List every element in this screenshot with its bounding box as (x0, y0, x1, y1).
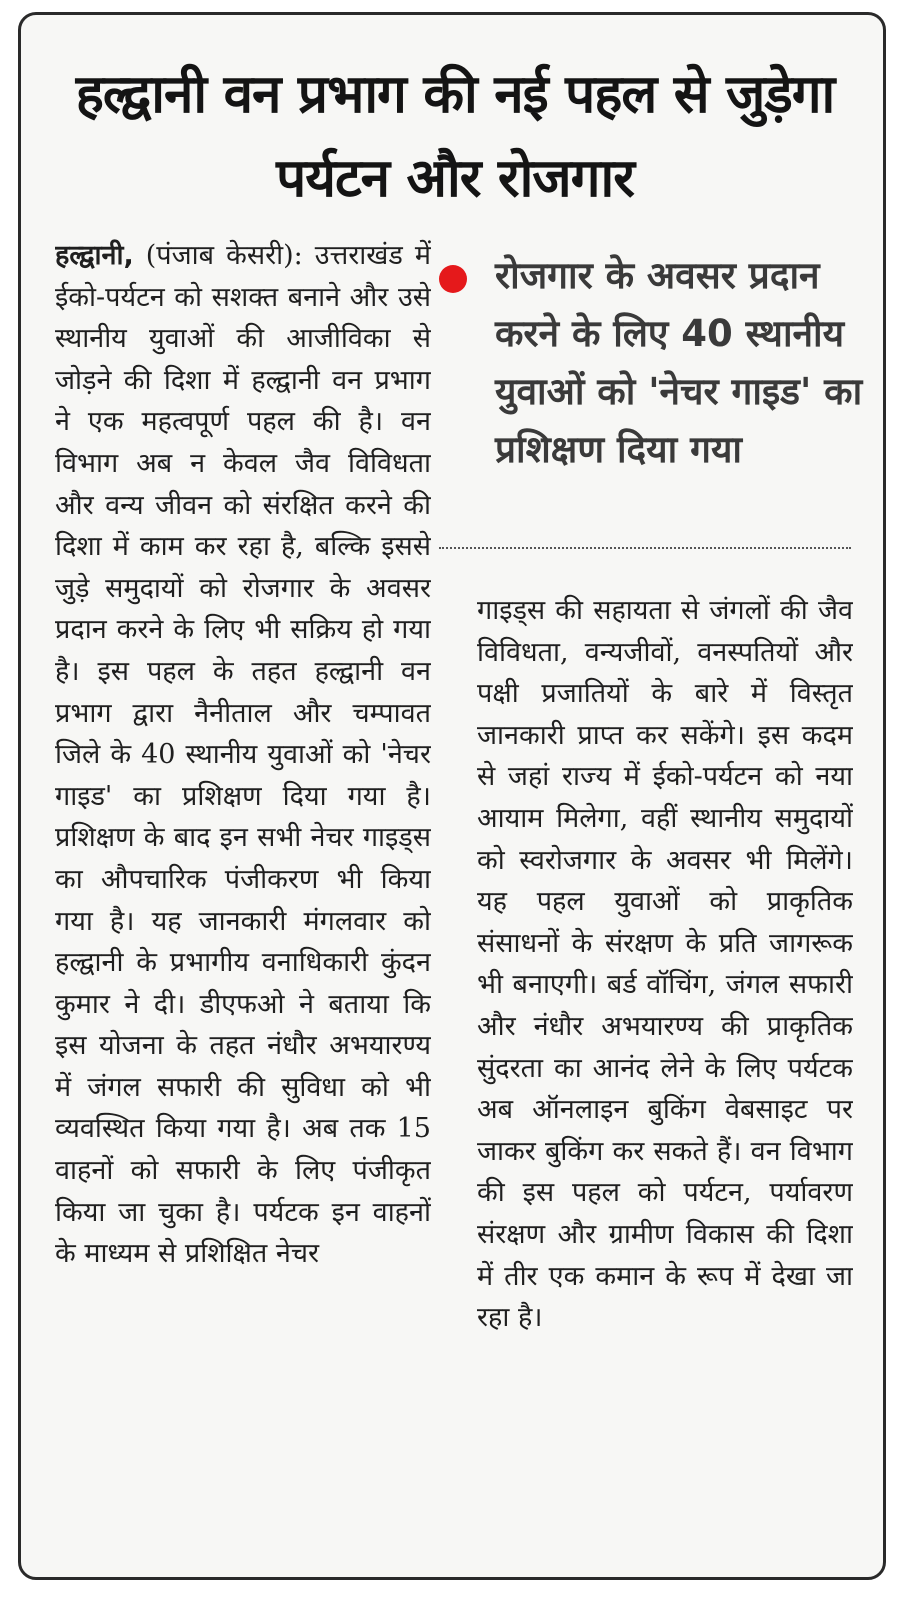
article-body-left (55, 235, 431, 1565)
bullet-dot-icon (439, 265, 467, 293)
source-credit: (पंजाब केसरी): (145, 240, 303, 271)
news-clipping (18, 12, 886, 1580)
dateline: हल्द्वानी, (55, 240, 134, 271)
headline: हल्द्वानी वन प्रभाग की नई पहल से जुड़ेगा पर्यटन और रोजगार (75, 64, 835, 209)
body-text-right: गाइड्स की सहायता से जंगलों की जैव विविधता, वन्यजीवों, वनस्पतियों और पक्षी प्रजातियों के बारे में विस्तृत जानकारी प्राप्त कर सकेंगे। इस कदम से जहां राज्य में ईको-पर्यटन को नया आयाम मिलेगा, वहीं स्थानीय समुदायों को स्वरोजगार के अवसर भी मिलेंगे। यह पहल युवाओं को प्राकृतिक संसाधनों के संरक्षण के प्रति जागरूक भी बनाएगी। बर्ड वॉचिंग, जंगल सफारी और नंधौर अभयारण्य की प्राकृतिक सुंदरता का आनंद लेने के लिए पर्यटक अब ऑनलाइन बुकिंग वेबसाइट पर जाकर बुकिंग कर सकते हैं। वन विभाग की इस पहल को पर्यटन, पर्यावरण संरक्षण और ग्रामीण विकास की दिशा में तीर एक कमान के रूप में देखा जा रहा है। (477, 595, 853, 1334)
article-body-right (477, 590, 853, 1565)
highlight-text: रोजगार के अवसर प्रदान करने के लिए 40 स्थानीय युवाओं को 'नेचर गाइड' का प्रशिक्षण दिया गया (495, 254, 863, 471)
body-text-left: उत्तराखंड में ईको-पर्यटन को सशक्त बनाने और उसे स्थानीय युवाओं की आजीविका से जोड़ने की दिशा में हल्द्वानी वन प्रभाग ने एक महत्वपूर्ण पहल की है। वन विभाग अब न केवल जैव विविधता और वन्य जीवन को संरक्षित करने की दिशा में काम कर रहा है, बल्कि इससे जुड़े समुदायों को रोजगार के अवसर प्रदान करने के लिए भी सक्रिय हो गया है। इस पहल के तहत हल्द्वानी वन प्रभाग द्वारा नैनीताल और चम्पावत जिले के 40 स्थानीय युवाओं को 'नेचर गाइड' का प्रशिक्षण दिया गया है। प्रशिक्षण के बाद इन सभी नेचर गाइड्स का औपचारिक पंजीकरण भी किया गया है। यह जानकारी मंगलवार को हल्द्वानी के प्रभागीय वनाधिकारी कुंदन कुमार ने दी। डीएफओ ने बताया कि इस योजना के तहत नंधौर अभयारण्य में जंगल सफारी की सुविधा को भी व्यवस्थित किया गया है। अब तक 15 वाहनों को सफारी के लिए पंजीकृत किया जा चुका है। पर्यटक इन वाहनों के माध्यम से प्रशिक्षित नेचर (55, 240, 431, 1270)
dotted-divider (439, 547, 851, 549)
